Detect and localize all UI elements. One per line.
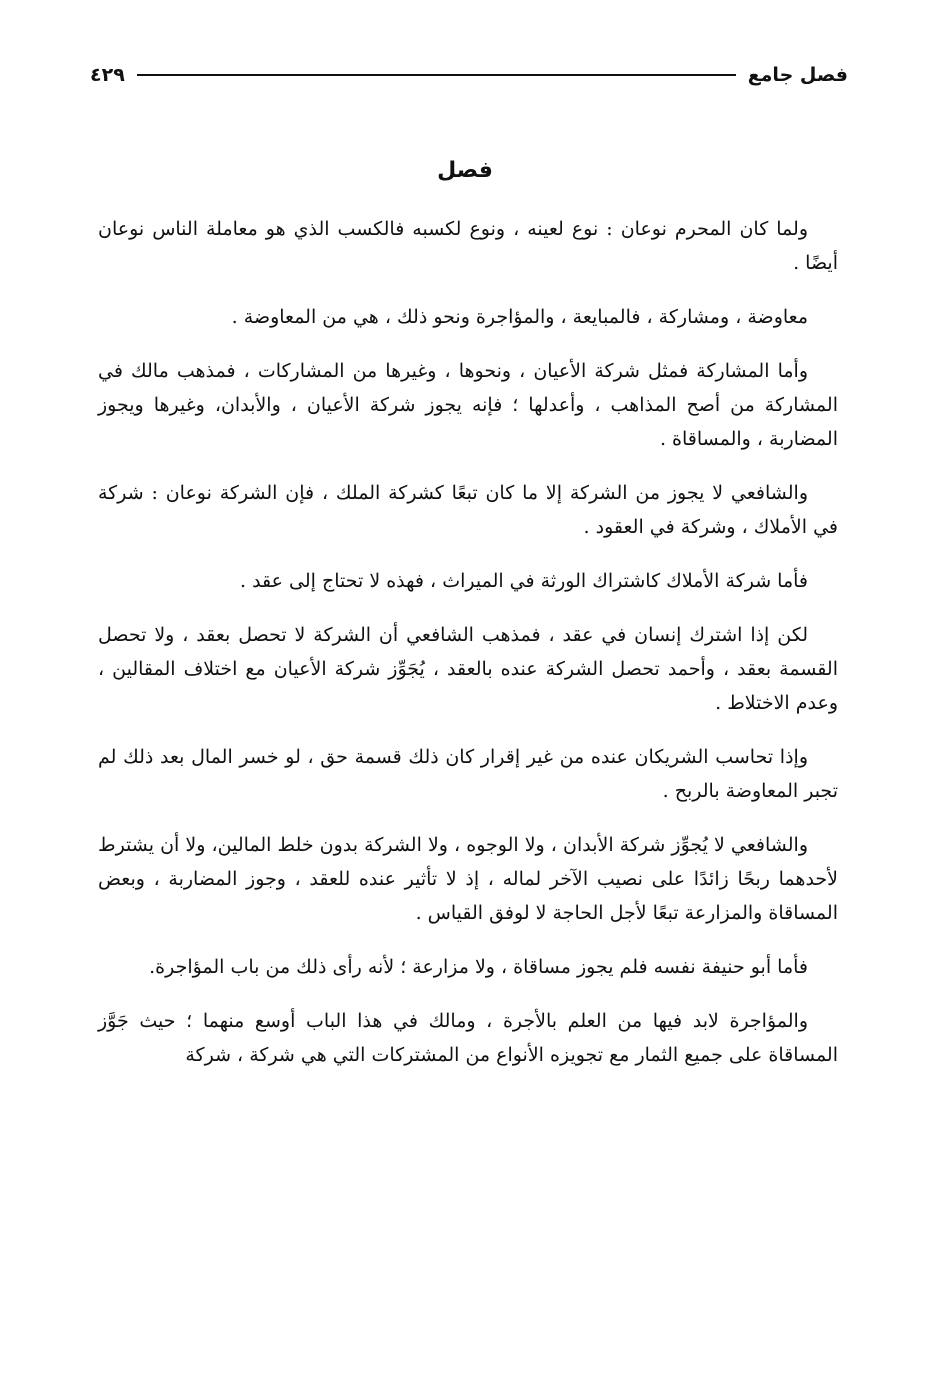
- paragraph-5: فأما شركة الأملاك كاشتراك الورثة في الميراث ، فهذه لا تحتاج إلى عقد .: [239, 570, 808, 592]
- paragraph-7: وإذا تحاسب الشريكان عنده من غير إقرار كان ذلك قسمة حق ، لو خسر المال بعد ذلك لم تجبر المعاوضة بالربح .: [98, 746, 838, 802]
- paragraph-2: معاوضة ، ومشاركة ، فالمبايعة ، والمؤاجرة ونحو ذلك ، هي من المعاوضة .: [231, 306, 808, 328]
- paragraph-6: لكن إذا اشترك إنسان في عقد ، فمذهب الشافعي أن الشركة لا تحصل بعقد ، ولا تحصل القسمة بعقد ، وأحمد تحصل الشركة عنده بالعقد ، يُجَوِّز شركة الأعيان مع اختلاف المقالين ، وعدم الاختلاط .: [98, 624, 838, 714]
- page-number: ٤٢٩: [90, 64, 125, 86]
- body-text: [98, 212, 838, 1092]
- paragraph-4: والشافعي لا يجوز من الشركة إلا ما كان تبعًا كشركة الملك ، فإن الشركة نوعان : شركة في الأملاك ، وشركة في العقود .: [98, 482, 838, 538]
- header-rule: [137, 74, 736, 76]
- paragraph-8: والشافعي لا يُجوِّز شركة الأبدان ، ولا الوجوه ، ولا الشركة بدون خلط المالين، ولا أن يشترط لأحدهما ربحًا زائدًا على نصيب الآخر لماله ، إذ لا تأثير عنده للعقد ، وجوز المضاربة ، وبعض المساقاة والمزارعة تبعًا لأجل الحاجة لا لوفق القياس .: [98, 834, 838, 924]
- paragraph-1: ولما كان المحرم نوعان : نوع لعينه ، ونوع لكسبه فالكسب الذي هو معاملة الناس نوعان أيضًا .: [98, 218, 838, 274]
- running-header: [90, 58, 848, 92]
- paragraph-10: والمؤاجرة لابد فيها من العلم بالأجرة ، ومالك في هذا الباب أوسع منهما ؛ حيث جَوَّز المساقاة على جميع الثمار مع تجويزه الأنواع من المشتركات التي هي شركة ، شركة: [98, 1010, 838, 1066]
- running-title: فصل جامع: [747, 64, 848, 86]
- section-heading: فصل: [437, 158, 493, 183]
- paragraph-9: فأما أبو حنيفة نفسه فلم يجوز مساقاة ، ولا مزارعة ؛ لأنه رأى ذلك من باب المؤاجرة.: [149, 956, 808, 978]
- paragraph-3: وأما المشاركة فمثل شركة الأعيان ، ونحوها ، وغيرها من المشاركات ، فمذهب مالك في المشاركة من أصح المذاهب ، وأعدلها ؛ فإنه يجوز شركة الأعيان ، والأبدان، وغيرها ويجوز المضاربة ، والمساقاة .: [98, 360, 838, 450]
